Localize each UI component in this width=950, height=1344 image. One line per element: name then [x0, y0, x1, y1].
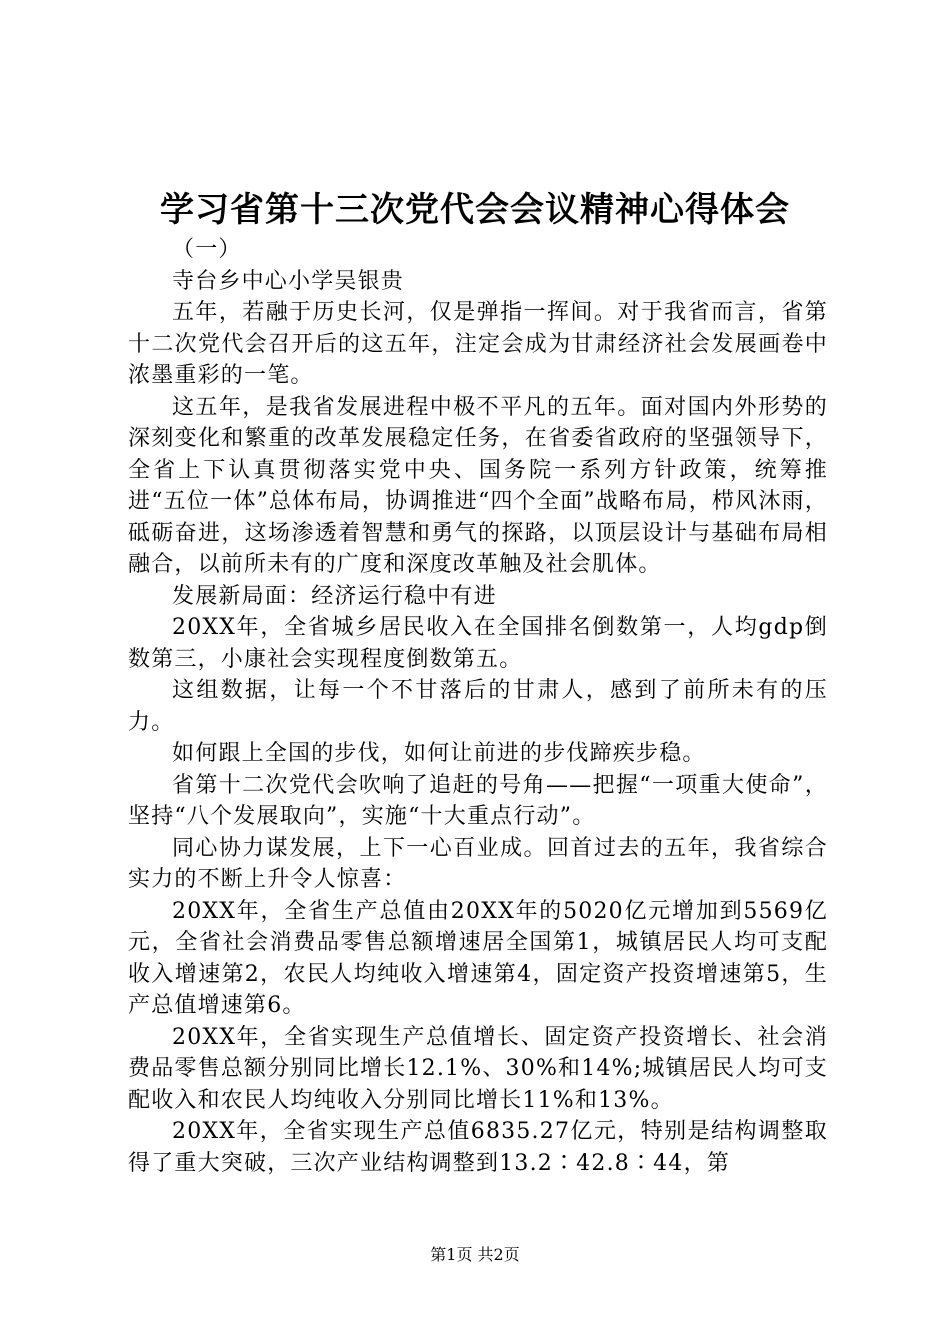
document-body — [128, 234, 828, 1179]
author-line: 寺台乡中心小学吴银贵 — [172, 268, 405, 294]
paragraph: 这组数据，让每一个不甘落后的甘肃人，感到了前所未有的压力。 — [128, 678, 828, 735]
paragraph: 20XX年，全省生产总值由20XX年的5020亿元增加到5569亿元，全省社会消费品零售总额增速居全国第1，城镇居民人均可支配收入增速第2，农民人均纯收入增速第4，固定资产投资增速第5，生产总值增速第6。 — [128, 898, 828, 1018]
paragraph: 20XX年，全省实现生产总值6835.27亿元，特别是结构调整取得了重大突破，三次产业结构调整到13.2∶42.8∶44，第 — [128, 1119, 828, 1176]
section-number: （一） — [172, 237, 242, 262]
paragraph: 同心协力谋发展，上下一心百业成。回首过去的五年，我省综合实力的不断上升令人惊喜： — [128, 835, 828, 892]
section-heading: 发展新局面：经济运行稳中有进 — [172, 583, 497, 609]
paragraph: 如何跟上全国的步伐，如何让前进的步伐蹄疾步稳。 — [172, 741, 706, 766]
document-title: 学习省第十三次党代会会议精神心得体会 — [160, 190, 790, 230]
paragraph: 20XX年，全省实现生产总值增长、固定资产投资增长、社会消费品零售总额分别同比增长12.1%、30%和14%;城镇居民人均可支配收入和农民人均纯收入分别同比增长11%和13%。 — [128, 1024, 828, 1113]
paragraph: 20XX年，全省城乡居民收入在全国排名倒数第一，人均gdp倒数第三，小康社会实现程度倒数第五。 — [128, 615, 828, 672]
paragraph: 五年，若融于历史长河，仅是弹指一挥间。对于我省而言，省第十二次党代会召开后的这五年，注定会成为甘肃经济社会发展画卷中浓墨重彩的一笔。 — [128, 300, 828, 388]
paragraph: 省第十二次党代会吹响了追赶的号角——把握“一项重大使命”，坚持“八个发展取向”，实施“十大重点行动”。 — [128, 772, 828, 829]
page-indicator: 第1页 共2页 — [430, 1245, 520, 1264]
paragraph: 这五年，是我省发展进程中极不平凡的五年。面对国内外形势的深刻变化和繁重的改革发展稳定任务，在省委省政府的坚强领导下，全省上下认真贯彻落实党中央、国务院一系列方针政策，统筹推进“五位一体”总体布局，协调推进“四个全面”战略布局，栉风沐雨，砥砺奋进，这场渗透着智慧和勇气的探路，以顶层设计与基础布局相融合，以前所未有的广度和深度改革触及社会肌体。 — [128, 394, 828, 577]
